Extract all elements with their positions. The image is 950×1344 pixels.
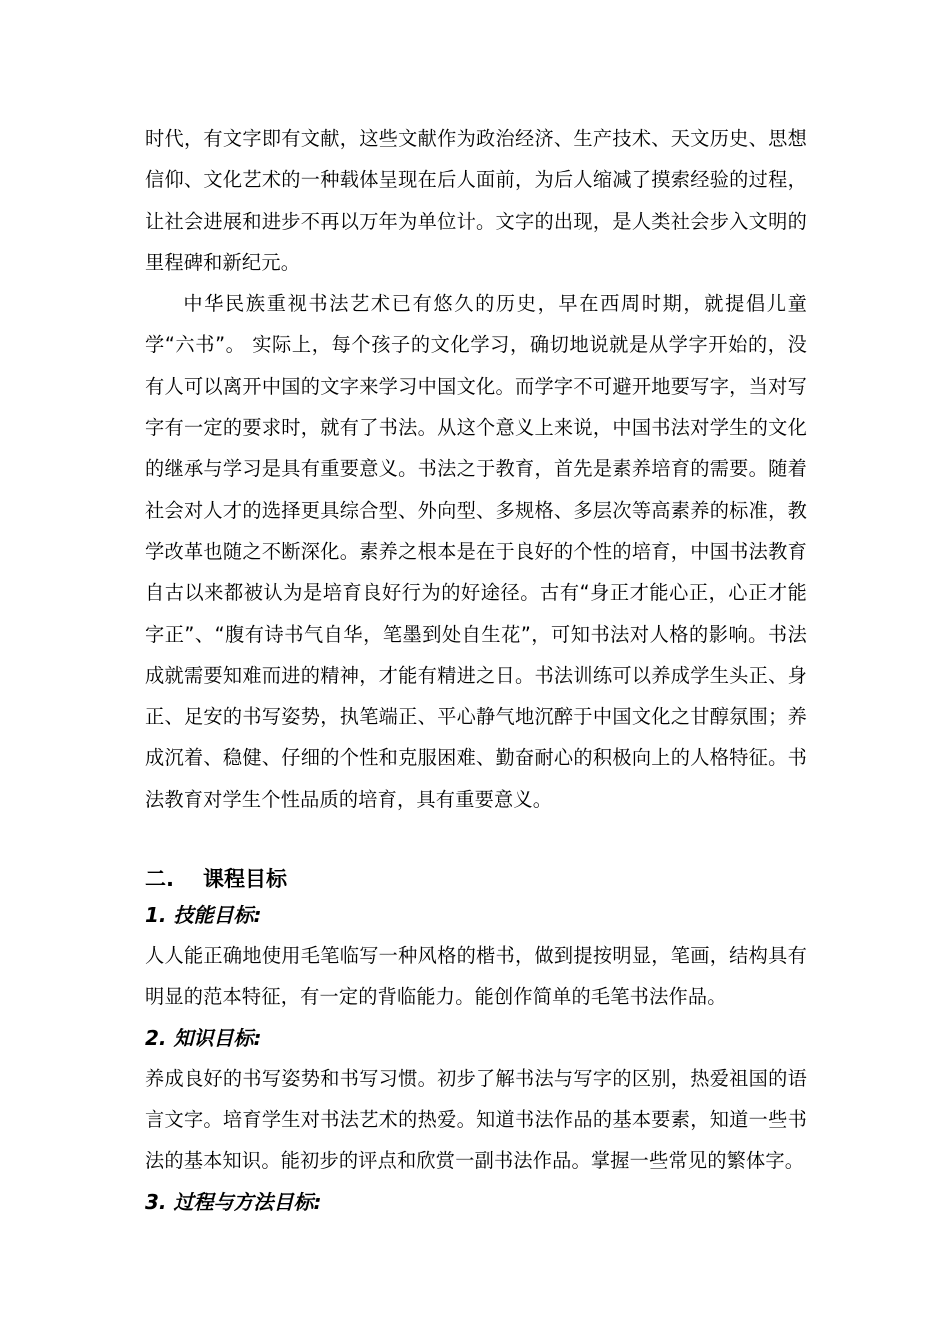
goal-heading-skills: 1. 技能目标:	[145, 903, 262, 928]
body-paragraph: 中华民族重视书法艺术已有悠久的历史，早在西周时期，就提倡儿童学“六书”。 实际上，每个孩子的文化学习，确切地说就是从学字开始的，没有人可以离开中国的文字来学习中国文化。而学字不可避开地要写字，当对写字有一定的要求时，就有了书法。从这个意义上来说，中国书法对学生的文化的继承与学习是具有重要意义。书法之于教育，首先是素养培育的需要。随着社会对人才的选择更具综合型、外向型、多规格、多层次等高素养的标准，教学改革也随之不断深化。素养之根本是在于良好的个性的培育，中国书法教育自古以来都被认为是培育良好行为的好途径。古有“身正才能心正，心正才能字正”、“腹有诗书气自华，笔墨到处自生花”，可知书法对人格的影响。书法成就需要知难而进的精神，才能有精进之日。书法训练可以养成学生头正、身正、足安的书写姿势，执笔端正、平心静气地沉醉于中国文化之甘醇氛围；养成沉着、稳健、仔细的个性和克服困难、勤奋耐心的积极向上的人格特征。书法教育对学生个性品质的培育，具有重要意义。	[145, 292, 807, 811]
section-heading	[145, 859, 807, 899]
section-number: 二.	[145, 867, 174, 892]
document-page	[145, 118, 807, 1222]
goal-heading-knowledge: 2. 知识目标:	[145, 1025, 262, 1050]
goal-heading-process-method: 3. 过程与方法目标:	[145, 1189, 322, 1214]
intro-paragraph: 时代，有文字即有文献，这些文献作为政治经济、生产技术、天文历史、思想信仰、文化艺术的一种载体呈现在后人面前，为后人缩减了摸索经验的过程，让社会进展和进步不再以万年为单位计。文字的出现，是人类社会步入文明的里程碑和新纪元。	[145, 127, 807, 274]
goal-text-knowledge: 养成良好的书写姿势和书写习惯。初步了解书法与写字的区别，热爱祖国的语言文字。培育学生对书法艺术的热爱。知道书法作品的基本要素，知道一些书法的基本知识。能初步的评点和欣赏一副书法作品。掌握一些常见的繁体字。	[145, 1066, 807, 1173]
section-title: 课程目标	[203, 867, 287, 892]
goal-text-skills: 人人能正确地使用毛笔临写一种风格的楷书，做到提按明显，笔画，结构具有明显的范本特征，有一定的背临能力。能创作简单的毛笔书法作品。	[145, 944, 807, 1009]
